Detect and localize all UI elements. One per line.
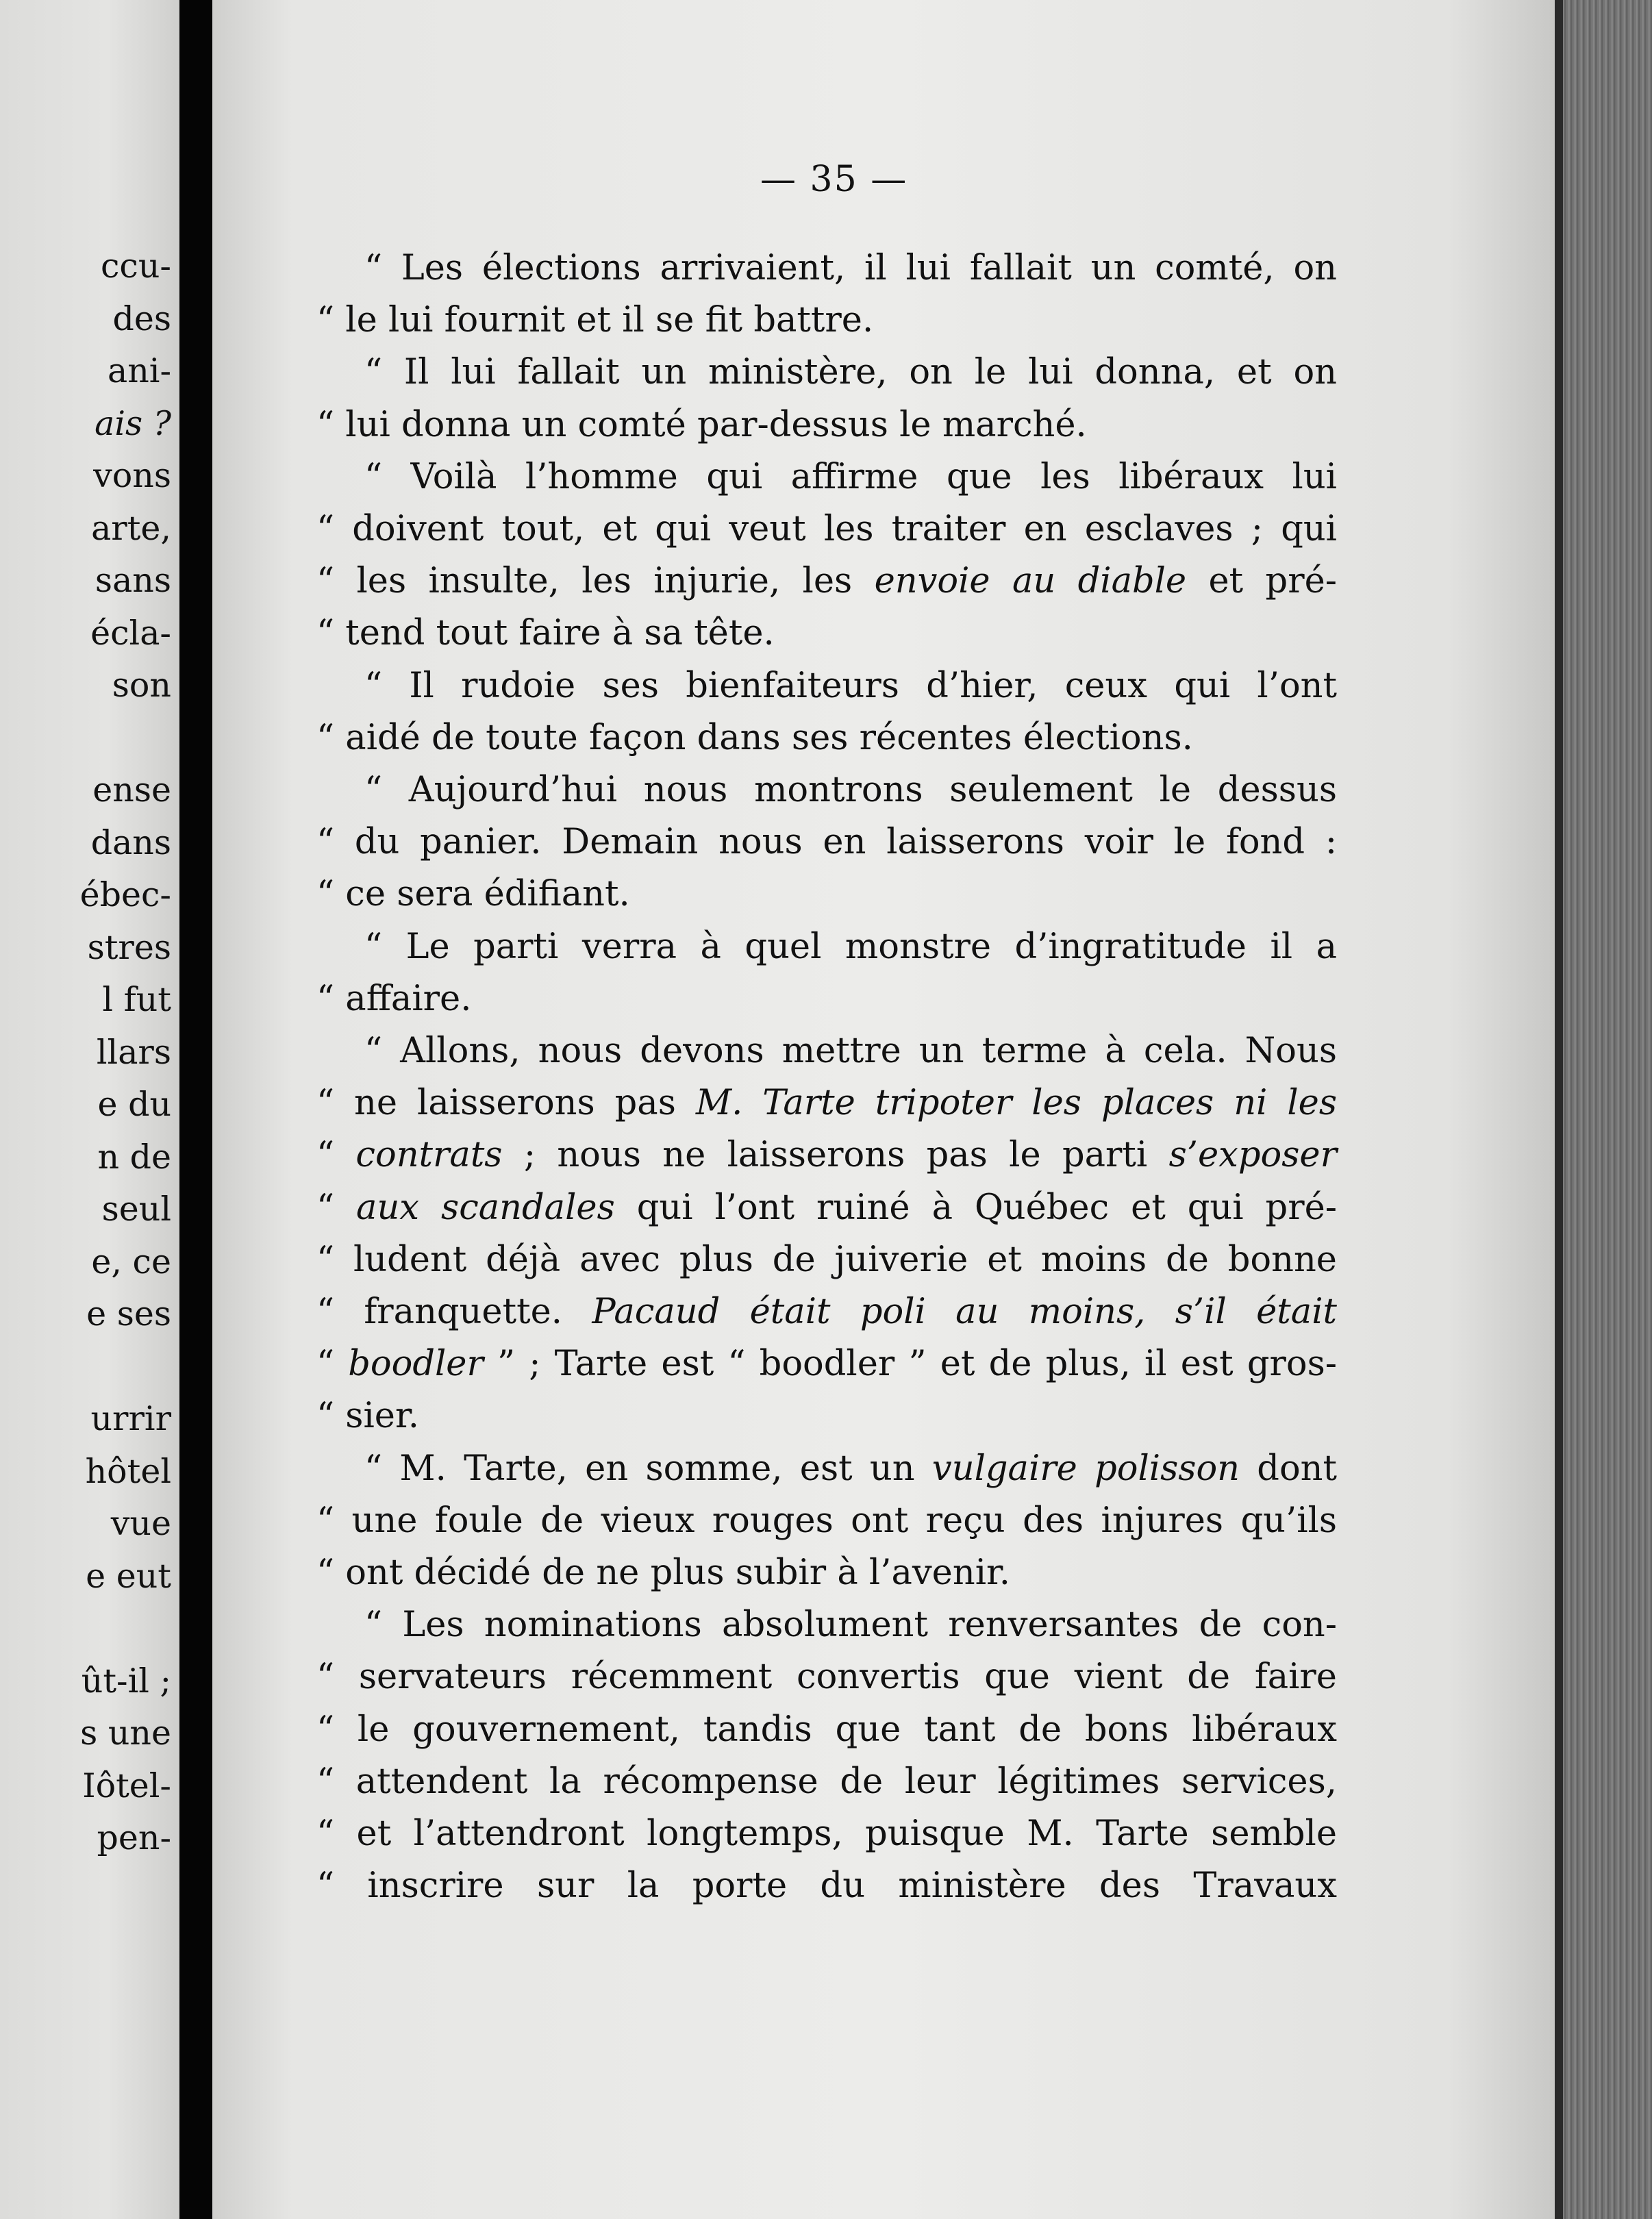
left-page-line: llars xyxy=(96,1032,171,1072)
left-page-line: ais ? xyxy=(95,403,171,443)
text-line xyxy=(316,1657,1337,1697)
italic-text: Pacaud était poli au moins, s’il était xyxy=(592,1292,1337,1332)
text-line xyxy=(316,874,1337,914)
text-segment: “ xyxy=(316,1187,357,1228)
text-segment: “ ludent déjà avec plus de juiverie et moins de bonne xyxy=(316,1239,1337,1280)
text-line xyxy=(316,1866,1337,1906)
left-page-line: e ses xyxy=(86,1294,171,1333)
left-page-line: hôtel xyxy=(85,1451,171,1491)
text-segment: “ M. Tarte, en somme, est un xyxy=(364,1448,932,1489)
book-gutter xyxy=(179,0,212,2219)
text-segment: “ affaire. xyxy=(316,978,472,1019)
text-line xyxy=(316,1135,1337,1175)
text-line xyxy=(316,1188,1337,1228)
text-line xyxy=(364,666,1337,706)
left-page-line: ani- xyxy=(108,351,171,390)
text-line xyxy=(364,248,1337,288)
text-segment: qui l’ont ruiné à Québec et qui pré- xyxy=(614,1187,1337,1228)
text-line xyxy=(364,352,1337,392)
previous-page xyxy=(0,0,179,2219)
text-line xyxy=(316,561,1337,601)
text-line xyxy=(316,1762,1337,1802)
text-segment: “ Aujourd’hui nous montrons seulement le dessus xyxy=(364,770,1337,810)
text-line xyxy=(364,770,1337,810)
text-segment: “ lui donna un comté par-dessus le marché. xyxy=(316,404,1087,445)
text-segment: “ aidé de toute façon dans ses récentes élections. xyxy=(316,717,1193,758)
text-segment: “ et l’attendront longtemps, puisque M. Tarte semble xyxy=(316,1814,1337,1854)
text-line xyxy=(316,405,1337,445)
text-segment: “ attendent la récompense de leur légitimes services, xyxy=(316,1761,1337,1802)
left-page-line: stres xyxy=(87,927,171,967)
text-segment: “ ne laisserons pas xyxy=(316,1083,696,1124)
text-segment: “ ont décidé de ne plus subir à l’avenir. xyxy=(316,1553,1011,1593)
italic-text: s’exposer xyxy=(1168,1135,1337,1176)
text-line xyxy=(316,718,1337,758)
left-page-line: e eut xyxy=(86,1556,171,1596)
left-page-line: ense xyxy=(92,770,171,810)
text-segment: “ les insulte, les injurie, les xyxy=(316,561,875,602)
text-line xyxy=(364,457,1337,497)
left-page-line: ébec- xyxy=(79,875,171,914)
left-page-line: dans xyxy=(90,823,171,862)
text-segment: “ servateurs récemment convertis que vient de faire xyxy=(316,1657,1337,1698)
text-segment: “ le lui fournit et il se fit battre. xyxy=(316,300,874,341)
left-page-line: vons xyxy=(93,456,171,495)
text-line xyxy=(316,1083,1337,1123)
text-line xyxy=(316,509,1337,549)
text-line xyxy=(316,300,1337,340)
text-segment: “ Le parti verra à quel monstre d’ingratitude il a xyxy=(364,926,1337,967)
text-segment: ; nous ne laisserons pas le parti xyxy=(502,1135,1169,1176)
text-segment: ” ; Tarte est “ boodler ” et de plus, il est gros- xyxy=(483,1344,1337,1385)
text-line xyxy=(316,1814,1337,1854)
text-line xyxy=(316,1240,1337,1280)
text-line xyxy=(316,979,1337,1019)
text-line xyxy=(316,613,1337,653)
left-page-line: n de xyxy=(97,1137,171,1177)
left-page-line: e du xyxy=(97,1085,171,1124)
text-segment: “ Il rudoie ses bienfaiteurs d’hier, ceux qui l’ont xyxy=(364,665,1337,706)
text-segment: “ xyxy=(316,1135,356,1176)
italic-text: envoie au diable xyxy=(874,561,1187,602)
text-segment: “ ce sera édifiant. xyxy=(316,874,630,915)
left-page-line: s une xyxy=(80,1714,171,1753)
left-page-line: e, ce xyxy=(91,1242,171,1281)
italic-text: vulgaire polisson xyxy=(931,1448,1240,1489)
left-page-line: arte, xyxy=(91,508,171,548)
text-segment: “ xyxy=(316,1344,349,1385)
text-segment: “ sier. xyxy=(316,1396,419,1437)
left-page-line: ccu- xyxy=(100,247,171,286)
text-segment: “ Allons, nous devons mettre un terme à cela. Nous xyxy=(364,1031,1337,1071)
text-segment: dont xyxy=(1240,1448,1337,1489)
text-line xyxy=(364,927,1337,967)
page-edge-shadow xyxy=(1555,0,1563,2219)
text-segment: et pré- xyxy=(1186,561,1337,602)
italic-text: M. Tarte tripoter les places ni les xyxy=(695,1083,1337,1124)
text-line xyxy=(316,1553,1337,1593)
text-line xyxy=(364,1449,1337,1489)
text-line xyxy=(316,822,1337,862)
left-page-line: écla- xyxy=(90,613,171,653)
italic-text: contrats xyxy=(355,1135,503,1176)
text-line xyxy=(364,1605,1337,1645)
left-page-line: son xyxy=(112,666,171,705)
text-segment: “ tend tout faire à sa tête. xyxy=(316,613,775,654)
left-page-line: des xyxy=(112,299,171,338)
left-page-line: Iôtel- xyxy=(82,1766,171,1805)
italic-text: boodler xyxy=(348,1344,484,1385)
text-segment: “ Les nominations absolument renversantes de con- xyxy=(364,1605,1337,1646)
text-segment: “ Il lui fallait un ministère, on le lui donna, et on xyxy=(364,352,1337,393)
text-segment: “ Voilà l’homme qui affirme que les libéraux lui xyxy=(364,456,1337,497)
left-page-line: l fut xyxy=(102,980,171,1019)
text-segment: “ doivent tout, et qui veut les traiter en esclaves ; qui xyxy=(316,509,1337,549)
text-line xyxy=(364,1031,1337,1071)
left-page-line: seul xyxy=(101,1190,171,1229)
page-edges xyxy=(1555,0,1652,2219)
text-line xyxy=(316,1292,1337,1332)
text-segment: “ Les élections arrivaient, il lui fallait un comté, on xyxy=(364,248,1337,288)
text-line xyxy=(316,1396,1337,1436)
text-segment: “ une foule de vieux rouges ont reçu des injures qu’ils xyxy=(316,1500,1337,1541)
text-segment: “ du panier. Demain nous en laisserons voir le fond : xyxy=(316,822,1337,863)
left-page-line: sans xyxy=(95,561,171,600)
page-number: — 35 — xyxy=(760,159,908,200)
text-segment: “ franquette. xyxy=(316,1292,592,1332)
text-line xyxy=(316,1709,1337,1750)
text-segment: “ inscrire sur la porte du ministère des Travaux xyxy=(316,1866,1337,1907)
left-page-line: urrir xyxy=(90,1399,171,1438)
text-segment: “ le gouvernement, tandis que tant de bons libéraux xyxy=(316,1709,1337,1750)
left-page-line: ût-il ; xyxy=(81,1661,171,1701)
left-page-line: pen- xyxy=(97,1818,171,1857)
italic-text: aux scandales xyxy=(356,1187,615,1228)
left-page-line: vue xyxy=(110,1504,171,1543)
text-line xyxy=(316,1501,1337,1541)
text-line xyxy=(316,1344,1337,1384)
